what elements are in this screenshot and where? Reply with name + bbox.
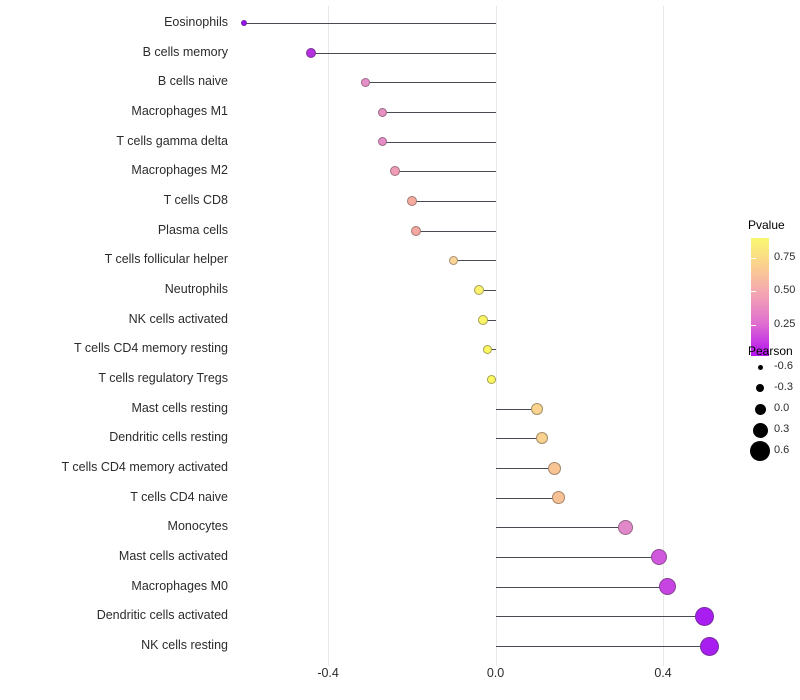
lollipop-stem [412, 201, 496, 202]
pearson-legend-dot [753, 423, 768, 438]
lollipop-stem [395, 171, 495, 172]
colorbar-tick-label: 0.25 [774, 318, 796, 331]
lollipop-point[interactable] [487, 375, 496, 384]
y-axis-label: B cells memory [142, 44, 228, 59]
lollipop-stem [496, 646, 710, 647]
y-axis-label: T cells CD4 memory activated [61, 460, 228, 474]
y-axis-label: T cells follicular helper [104, 252, 228, 267]
lollipop-point[interactable] [407, 196, 417, 206]
y-axis-label: T cells CD4 naive [130, 489, 228, 504]
lollipop-stem [496, 616, 705, 617]
lollipop-point[interactable] [618, 520, 633, 535]
pearson-legend-label: 0.3 [774, 423, 790, 435]
lollipop-point[interactable] [449, 256, 458, 265]
pearson-legend-dot [755, 404, 766, 415]
y-axis-label: Mast cells resting [131, 400, 228, 415]
lollipop-stem [496, 498, 559, 499]
lollipop-point[interactable] [659, 578, 676, 595]
lollipop-point[interactable] [361, 78, 370, 87]
x-tick-label: -0.4 [317, 666, 339, 680]
lollipop-point[interactable] [478, 315, 488, 325]
lollipop-stem [366, 82, 496, 83]
lollipop-stem [496, 587, 668, 588]
y-axis-label: T cells regulatory Tregs [98, 371, 228, 385]
y-axis-label: Macrophages M1 [131, 104, 228, 118]
lollipop-point[interactable] [536, 432, 548, 444]
y-axis-label: T cells gamma delta [116, 133, 228, 148]
pearson-legend-dot [756, 384, 764, 392]
lollipop-point[interactable] [378, 108, 387, 117]
y-axis-label: Eosinophils [164, 15, 228, 29]
lollipop-stem [383, 112, 496, 113]
lollipop-point[interactable] [390, 166, 400, 176]
pearson-legend-label: 0.6 [774, 444, 790, 456]
pearson-legend-dot [750, 441, 770, 461]
pearson-legend-label: 0.0 [774, 402, 790, 414]
y-axis-label: Plasma cells [157, 222, 228, 237]
pearson-legend-label: -0.6 [774, 360, 793, 372]
lollipop-stem [496, 527, 626, 528]
lollipop-point[interactable] [695, 607, 714, 626]
lollipop-point[interactable] [552, 491, 565, 504]
y-axis-label: Mast cells activated [118, 549, 228, 563]
x-gridline [663, 6, 664, 666]
lollipop-point[interactable] [241, 20, 247, 26]
y-axis-label: NK cells resting [141, 638, 228, 652]
lollipop-stem [244, 23, 495, 24]
y-axis-label: Macrophages M2 [131, 163, 228, 178]
y-axis-label: T cells CD8 [163, 193, 228, 207]
x-tick-label: 0.0 [486, 666, 505, 680]
y-axis-label: Dendritic cells resting [109, 430, 228, 445]
lollipop-point[interactable] [700, 637, 719, 656]
colorbar-tick-mark [751, 325, 756, 326]
pearson-legend-dot [758, 365, 763, 370]
y-axis-label: B cells naive [157, 74, 228, 89]
lollipop-stem [496, 557, 659, 558]
x-gridline [496, 6, 497, 666]
colorbar-tick-label: 0.50 [774, 284, 796, 297]
lollipop-point[interactable] [651, 549, 667, 565]
pearson-legend-title: Pearson [748, 344, 793, 358]
lollipop-point[interactable] [531, 403, 543, 415]
pvalue-colorbar [751, 238, 769, 356]
lollipop-point[interactable] [548, 462, 561, 475]
pvalue-legend-title: Pvalue [748, 218, 785, 232]
y-axis-label: Monocytes [167, 519, 228, 534]
y-axis-label: Macrophages M0 [131, 578, 228, 593]
lollipop-stem [416, 231, 496, 232]
lollipop-stem [496, 468, 555, 469]
y-axis-label: NK cells activated [128, 311, 228, 326]
lollipop-point[interactable] [483, 345, 492, 354]
lollipop-stem [454, 260, 496, 261]
x-gridline [328, 6, 329, 666]
lollipop-stem [383, 142, 496, 143]
x-tick-label: 0.4 [654, 666, 672, 680]
lollipop-stem [496, 438, 542, 439]
lollipop-point[interactable] [411, 226, 421, 236]
y-axis-label: Neutrophils [164, 282, 228, 296]
y-axis-label: Dendritic cells activated [96, 608, 228, 623]
y-axis-label: T cells CD4 memory resting [74, 341, 228, 356]
colorbar-tick-mark [751, 258, 756, 259]
colorbar-tick-label: 0.75 [774, 251, 796, 264]
lollipop-stem [311, 53, 495, 54]
colorbar-tick-mark [751, 291, 756, 292]
lollipop-point[interactable] [306, 48, 316, 58]
lollipop-point[interactable] [378, 137, 387, 146]
pearson-legend-label: -0.3 [774, 381, 793, 393]
lollipop-point[interactable] [474, 285, 484, 295]
